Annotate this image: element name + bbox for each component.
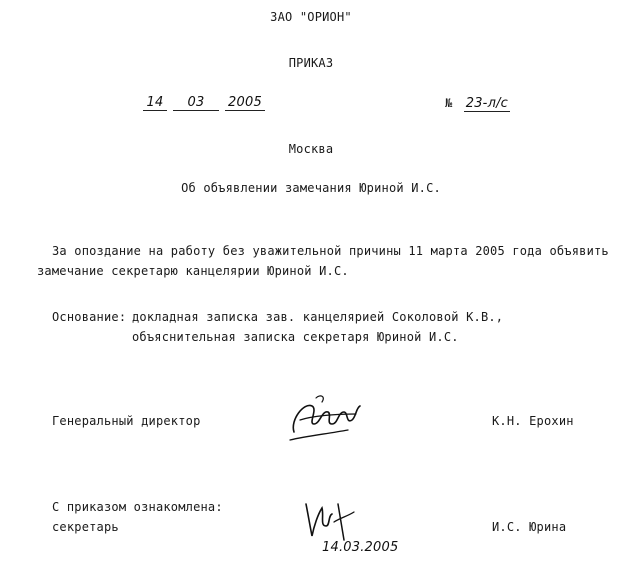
signer-name: К.Н. Ерохин (492, 414, 574, 428)
director-signature (286, 390, 366, 446)
organization-name: ЗАО "ОРИОН" (270, 10, 352, 24)
date-day: 14 (143, 96, 167, 111)
basis-label: Основание: (52, 310, 127, 324)
order-body-line-2: замечание секретарю канцелярии Юриной И.С. (37, 264, 349, 278)
basis-line-2: объяснительная записка секретаря Юриной И.С. (132, 330, 459, 344)
city-name: Москва (288, 142, 334, 156)
employee-signature (300, 500, 360, 544)
number-label: № (445, 96, 453, 110)
acknowledgement-position: секретарь (52, 520, 119, 534)
order-body-line-1: За опоздание на работу без уважительной причины 11 марта 2005 года объявить (52, 244, 609, 258)
acknowledgement-name: И.С. Юрина (492, 520, 567, 534)
document-type-title: ПРИКАЗ (288, 56, 334, 70)
order-subject: Об объявлении замечания Юриной И.С. (181, 181, 441, 195)
date-month: 03 (173, 96, 219, 111)
date-year: 2005 (225, 96, 265, 111)
signer-position: Генеральный директор (52, 414, 201, 428)
acknowledgement-heading: С приказом ознакомлена: (52, 500, 223, 514)
order-number (445, 96, 510, 112)
number-value: 23-л/с (465, 96, 509, 111)
basis-line-1: докладная записка зав. канцелярией Соколовой К.В., (132, 310, 504, 324)
order-date (143, 96, 265, 111)
acknowledgement-date: 14.03.2005 (322, 540, 399, 555)
